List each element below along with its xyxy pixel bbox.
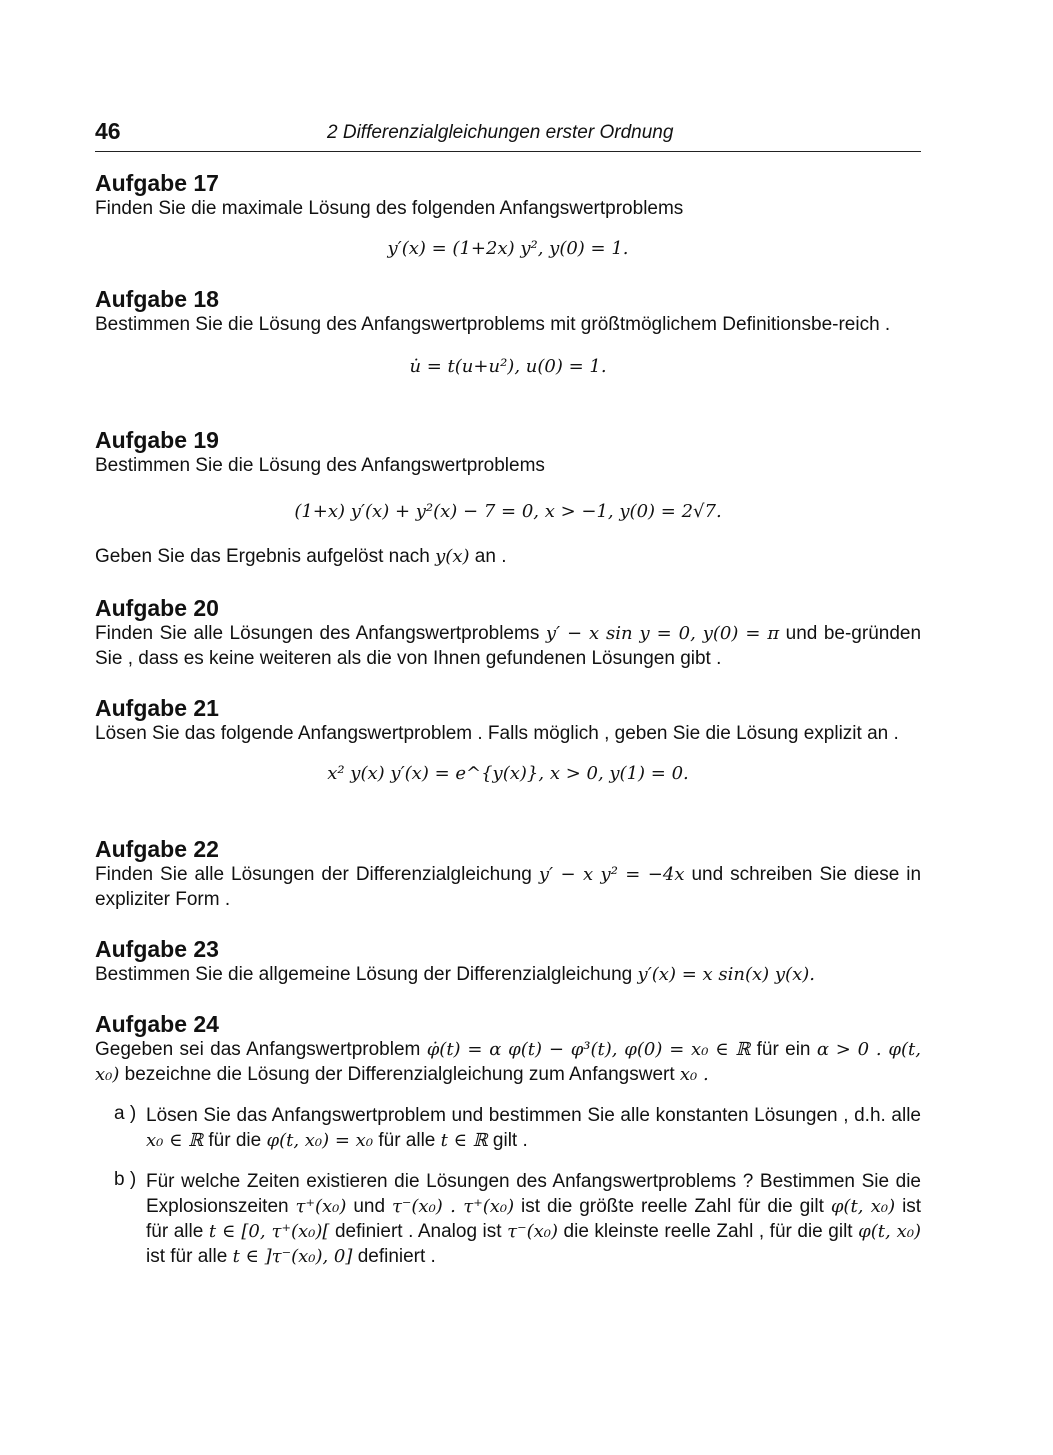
page-number: 46 [95,118,121,144]
math-inline: τ⁺(x₀) [295,1196,347,1217]
exercise-text: Finden Sie die maximale Lösung des folgenden Anfangswertproblems [95,198,684,219]
exercise-title: Aufgabe 22 [95,836,219,862]
exercise-24 [95,1011,921,1269]
subtask-label: b ) [114,1169,137,1190]
subtask-a [95,1103,921,1153]
exercise-text: Bestimmen Sie die Lösung des Anfangswertproblems mit größtmöglichem Definitionsbe-reich . [95,314,891,335]
math-inline: φ̇(t) = α φ(t) − φ³(t), φ(0) = x₀ ∈ ℝ [426,1039,751,1060]
exercise-20 [95,595,921,671]
equation: (1+x) y′(x) + y²(x) − 7 = 0, x > −1, y(0) = 2√7. [294,501,722,522]
math-inline: x₀ ∈ ℝ [146,1130,204,1151]
math-inline: y′ − x y² = −4x [538,864,685,885]
math-inline: x₀ . [679,1064,709,1085]
exercise-title: Aufgabe 18 [95,286,219,312]
math-inline: t ∈ ℝ [440,1130,488,1151]
math-inline: φ(t, x₀) = x₀ [266,1130,374,1151]
exercise-title: Aufgabe 23 [95,936,219,962]
exercise-title: Aufgabe 19 [95,427,219,453]
exercise-18 [95,286,921,381]
exercise-text: Bestimmen Sie die Lösung des Anfangswertproblems [95,455,545,476]
exercise-title: Aufgabe 17 [95,170,219,196]
math-inline: y′(x) = x sin(x) y(x). [637,964,815,985]
math-inline: t ∈ ]τ⁻(x₀), 0] [232,1246,353,1267]
exercise-text: Gegeben sei das Anfangswertproblem φ̇(t) = α φ(t) − φ³(t), φ(0) = x₀ ∈ ℝ für ein α > 0 . φ(t, x₀) bezeichne die Lösung der Differenzialgleichung zum Anfangswert x₀ . [95,1039,921,1085]
math-inline: τ⁻(x₀) [507,1221,558,1242]
exercise-text: Lösen Sie das folgende Anfangswertproblem . Falls möglich , geben Sie die Lösung explizit an . [95,723,899,744]
running-title: 2 Differenzialgleichungen erster Ordnung [327,122,674,143]
exercise-21 [95,695,921,788]
math-inline: α > 0 . φ(t, x₀) [95,1039,921,1085]
equation: y′(x) = (1+2x) y², y(0) = 1. [387,238,629,259]
exercise-23 [95,936,921,987]
math-inline: τ⁻(x₀) . τ⁺(x₀) [391,1196,515,1217]
subtask-label: a ) [114,1103,137,1124]
math-inline: φ(t, x₀) [858,1221,922,1242]
math-inline: y(x) [435,546,470,567]
exercise-text: Finden Sie alle Lösungen der Differenzialgleichung y′ − x y² = −4x und schreiben Sie diese in expliziter Form . [95,864,922,910]
exercise-note: Geben Sie das Ergebnis aufgelöst nach y(x) an . [95,546,507,567]
subtask-text: Für welche Zeiten existieren die Lösungen des Anfangswertproblems ? Bestimmen Sie die Explosionszeiten τ⁺(x₀) und τ⁻(x₀) . τ⁺(x₀) ist die größte reelle Zahl für die gilt φ(t, x₀) ist für alle t ∈ [0, τ⁺(x₀)[ definiert . Analog ist τ⁻(x₀) die kleinste reelle Zahl , für die gilt φ(t, x₀) ist für alle t ∈ ]τ⁻(x₀), 0] definiert . [146,1171,922,1267]
exercise-title: Aufgabe 20 [95,595,219,621]
exercise-19 [95,427,921,569]
math-inline: t ∈ [0, τ⁺(x₀)[ [208,1221,330,1242]
exercise-17 [95,170,921,263]
subtask-text: Lösen Sie das Anfangswertproblem und bestimmen Sie alle konstanten Lösungen , d.h. alle x₀ ∈ ℝ für die φ(t, x₀) = x₀ für alle t ∈ ℝ gilt . [146,1105,921,1151]
exercise-title: Aufgabe 24 [95,1011,219,1037]
math-inline: φ(t, x₀) [830,1196,896,1217]
exercise-title: Aufgabe 21 [95,695,219,721]
page-header [95,118,921,152]
equation: x² y(x) y′(x) = e^{y(x)}, x > 0, y(1) = 0. [327,763,689,784]
exercise-text: Finden Sie alle Lösungen des Anfangswertproblems y′ − x sin y = 0, y(0) = π und be-gründen Sie , dass es keine weiteren als die von Ihnen gefundenen Lösungen gibt . [95,623,922,669]
exercise-text: Bestimmen Sie die allgemeine Lösung der Differenzialgleichung y′(x) = x sin(x) y(x). [95,964,815,985]
subtask-b [95,1169,921,1269]
equation: u̇ = t(u+u²), u(0) = 1. [409,356,607,377]
exercise-22 [95,836,921,912]
math-inline: y′ − x sin y = 0, y(0) = π [545,623,780,644]
